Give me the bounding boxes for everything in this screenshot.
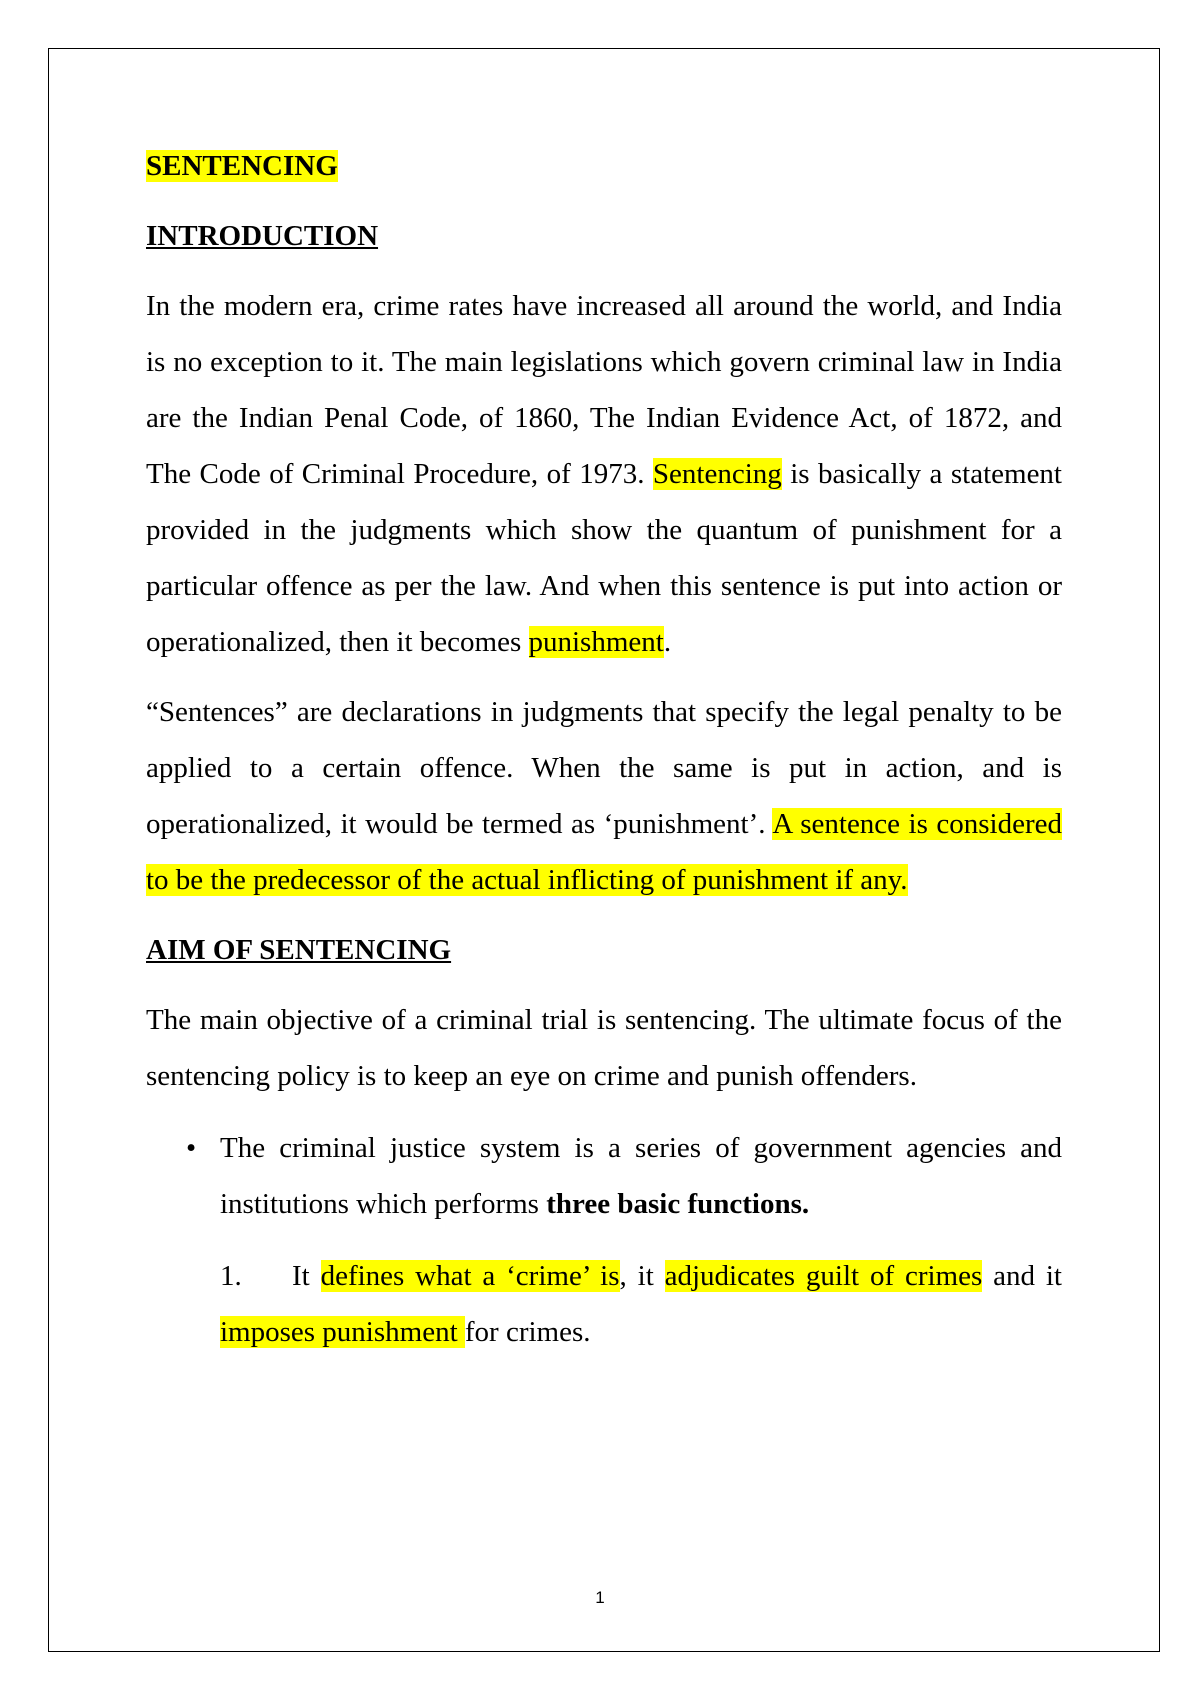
list-item-bullet: • The criminal justice system is a series of government agencies and institutions which performs three basic functions. — [146, 1120, 1062, 1232]
highlight-imposes-punishment: imposes punishment — [220, 1316, 465, 1348]
page-number: 1 — [595, 1588, 605, 1607]
highlight-defines-crime: defines what a ‘crime’ is — [320, 1260, 620, 1292]
document-title — [146, 138, 1062, 194]
intro-paragraph-1: In the modern era, crime rates have increased all around the world, and India is no exception to it. The main legislations which govern criminal law in India are the Indian Penal Code, of 1860, The Indian Evidence Act, of 1872, and The Code of Criminal Procedure, of 1973. Sentencing is basically a statement provided in the judgments which show the quantum of punishment for a particular offence as per the law. And when this sentence is put into action or operationalized, then it becomes punishment. — [146, 290, 1062, 658]
bold-three-basic-functions: three basic functions. — [546, 1188, 810, 1220]
list-item-numbered-1: 1. It defines what a ‘crime’ is, it adjudicates guilt of crimes and it imposes punishment for crimes. — [146, 1248, 1062, 1360]
intro-paragraph-2: “Sentences” are declarations in judgments that specify the legal penalty to be applied to a certain offence. When the same is put in action, and is operationalized, it would be termed as ‘punishment’. A sentence is considered to be the predecessor of the actual inflicting of punishment if any. — [146, 696, 1062, 896]
highlight-punishment: punishment — [528, 626, 664, 658]
aim-paragraph: The main objective of a criminal trial is sentencing. The ultimate focus of the sentencing policy is to keep an eye on crime and punish offenders. — [146, 1004, 1062, 1092]
highlight-adjudicates-guilt: adjudicates guilt of crimes — [664, 1260, 983, 1292]
list-number: 1. — [220, 1260, 242, 1292]
bullet-icon: • — [186, 1132, 197, 1164]
section-heading-introduction: INTRODUCTION — [146, 220, 379, 252]
document-body — [146, 138, 1062, 1360]
section-heading-aim-of-sentencing: AIM OF SENTENCING — [146, 934, 452, 966]
highlight-sentencing: Sentencing — [652, 458, 782, 490]
document-title-text: SENTENCING — [146, 150, 338, 182]
highlight-predecessor-sentence: A sentence is considered to be the predecessor of the actual inflicting of punishment if any. — [146, 808, 1062, 896]
